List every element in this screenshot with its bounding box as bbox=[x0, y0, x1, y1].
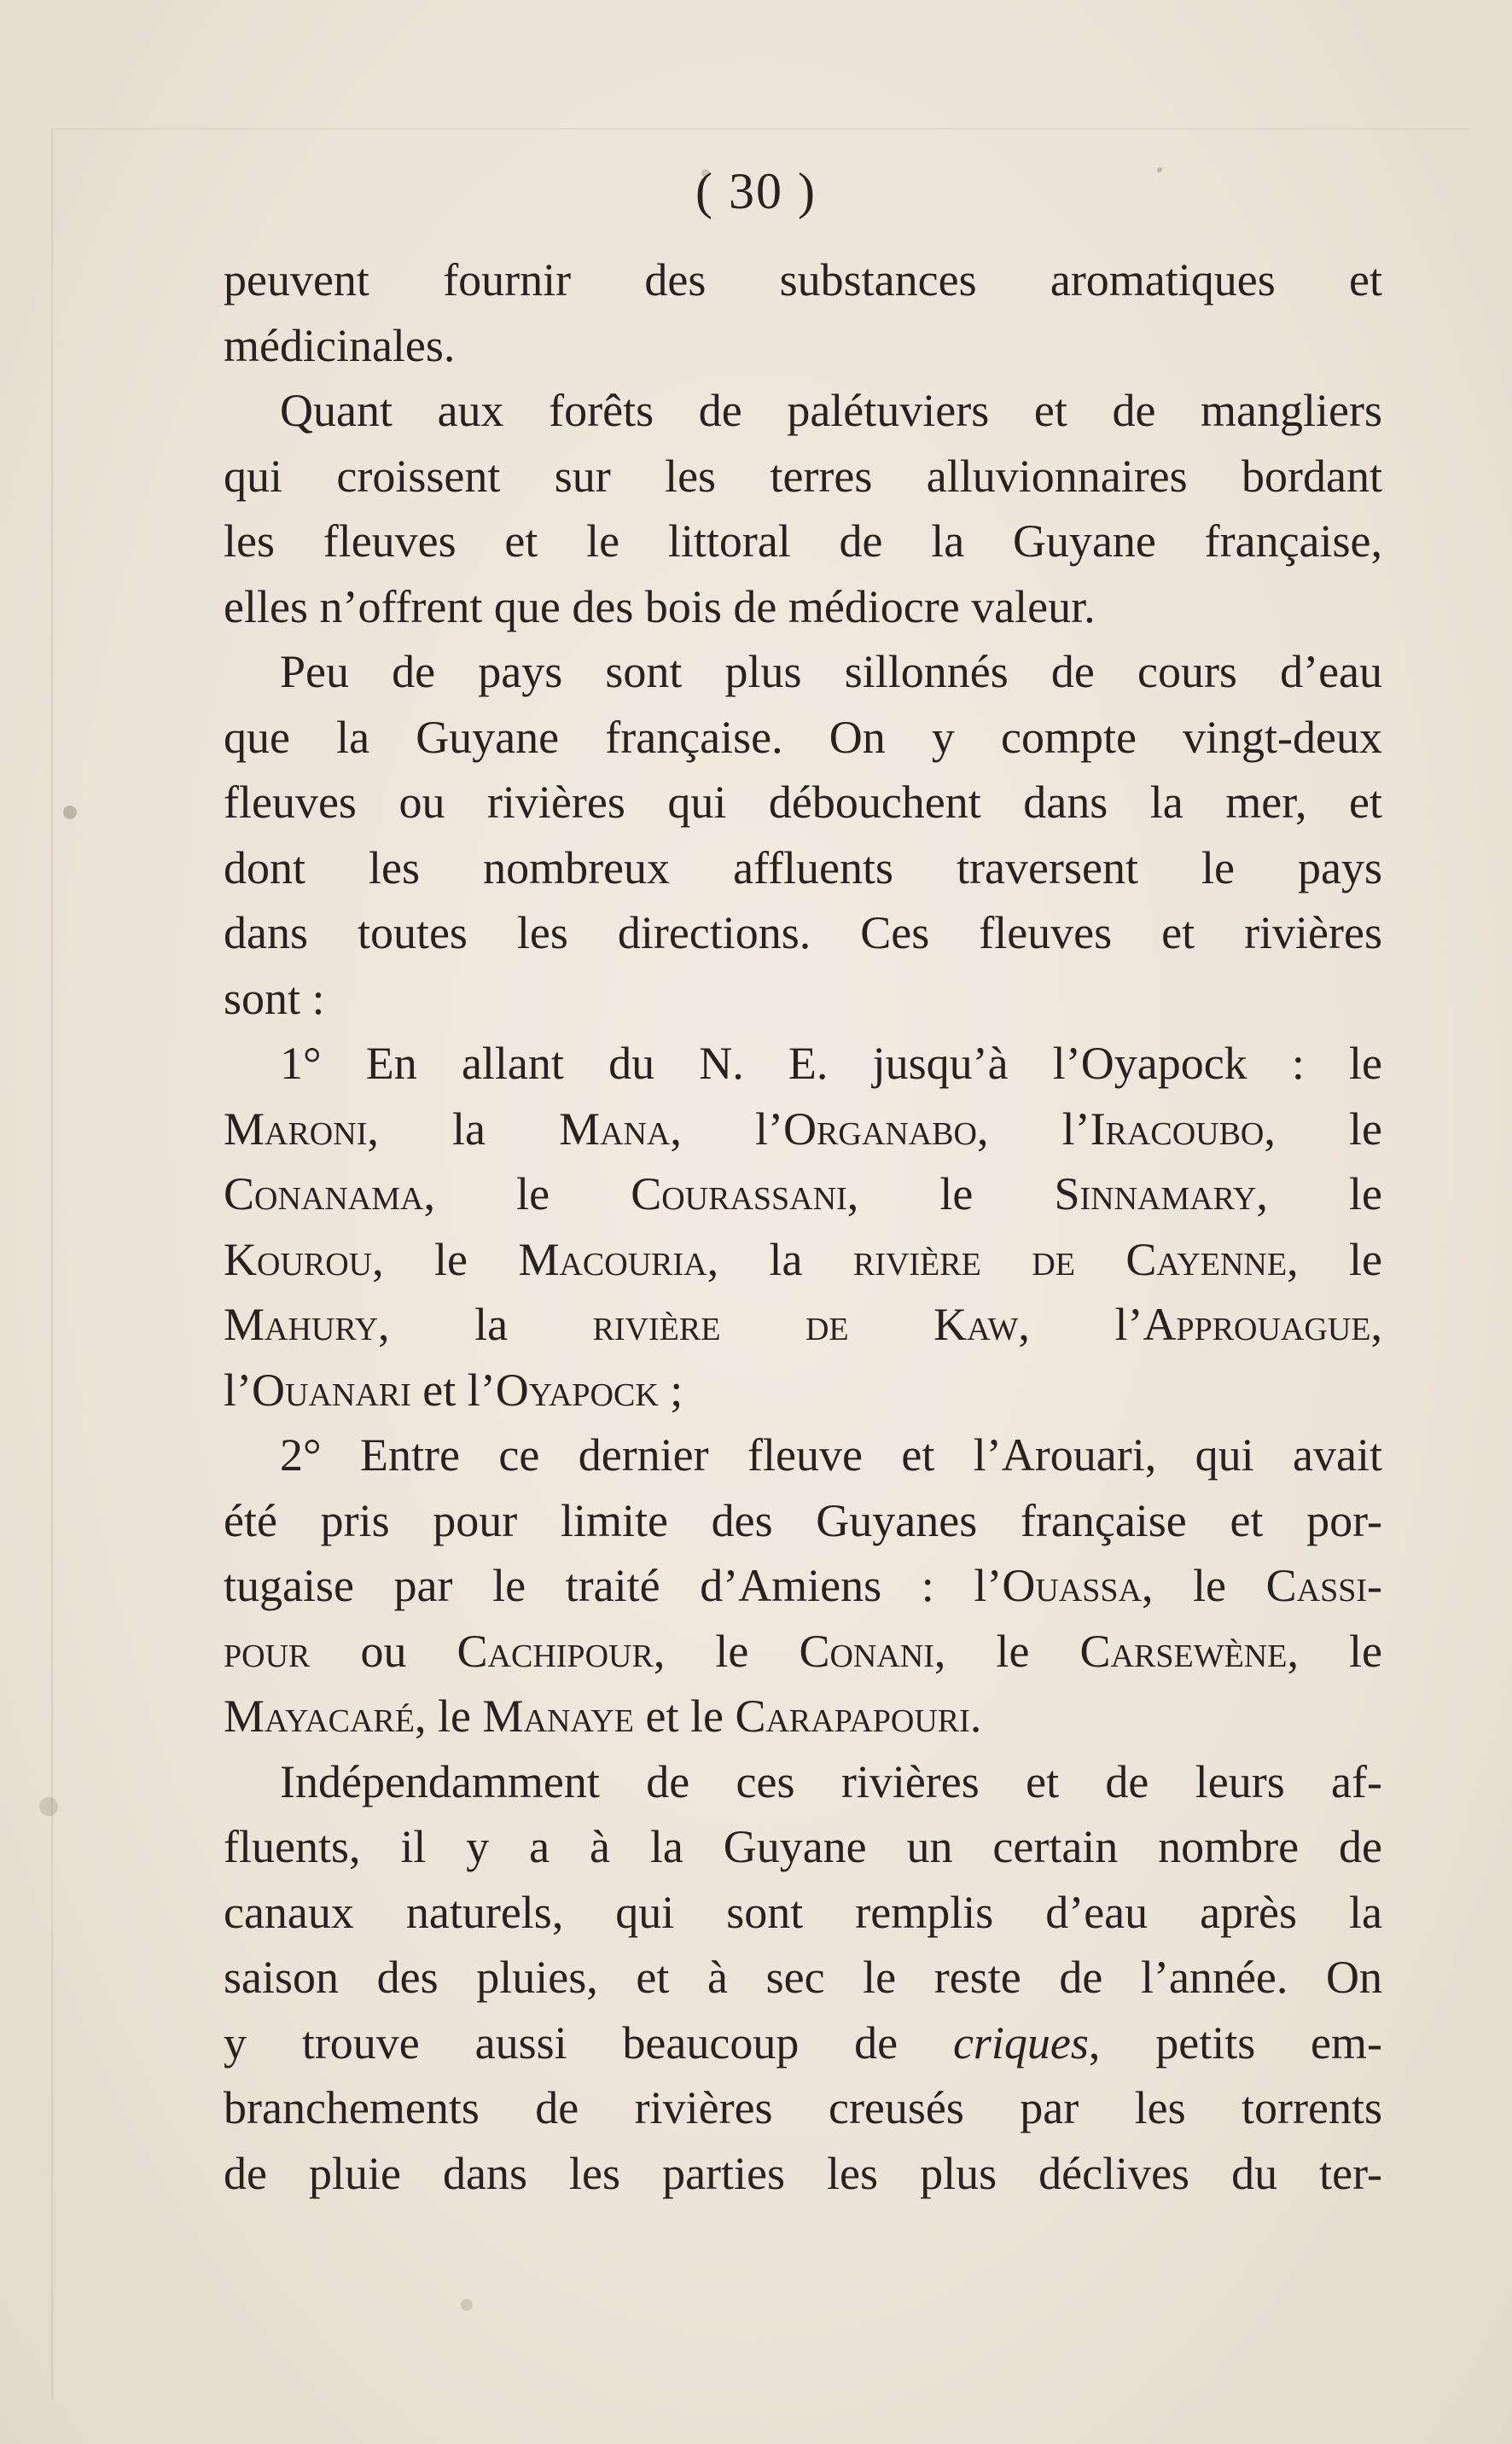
text-line bbox=[224, 509, 1382, 574]
river-name: Mahury bbox=[224, 1299, 379, 1350]
text-run: sont : bbox=[224, 972, 325, 1024]
page-number: ( 30 ) bbox=[695, 163, 817, 219]
text-run: fleuves ou rivières qui débouchent dans la mer, et bbox=[224, 777, 1382, 828]
river-name: pour bbox=[224, 1625, 311, 1677]
text-run: , le bbox=[423, 1168, 631, 1219]
text-line bbox=[224, 900, 1382, 966]
text-run: ; bbox=[658, 1364, 683, 1416]
text-run: y trouve aussi beaucoup de bbox=[224, 2016, 953, 2069]
river-name: Conanama bbox=[224, 1168, 424, 1219]
text-line bbox=[224, 1161, 1382, 1227]
text-run: , bbox=[1370, 1299, 1382, 1350]
emphasis-text: criques bbox=[952, 2016, 1089, 2069]
text-run: , le bbox=[1141, 1560, 1266, 1611]
text-line bbox=[224, 2010, 1382, 2076]
text-line bbox=[224, 2075, 1382, 2141]
text-line bbox=[224, 1292, 1382, 1358]
river-name: Maroni bbox=[224, 1103, 368, 1155]
text-run: dans toutes les directions. Ces fleuves et rivières bbox=[224, 907, 1382, 958]
text-line bbox=[224, 1619, 1382, 1685]
text-line bbox=[224, 1553, 1382, 1619]
text-line bbox=[224, 770, 1382, 835]
text-line bbox=[224, 966, 1382, 1032]
text-run: , le bbox=[653, 1625, 800, 1677]
river-name: Ouassa bbox=[1002, 1560, 1142, 1611]
river-name: Cachipour bbox=[457, 1625, 654, 1677]
text-line bbox=[224, 444, 1382, 509]
river-name: Mana bbox=[559, 1103, 671, 1155]
river-name: Courassani bbox=[631, 1168, 847, 1219]
text-run: été pris pour limite des Guyanes française et por- bbox=[224, 1494, 1382, 1546]
text-run: de pluie dans les parties les plus déclives du ter- bbox=[224, 2147, 1382, 2199]
river-name: Sinnamary bbox=[1054, 1168, 1257, 1219]
text-line bbox=[224, 1880, 1382, 1946]
paper-speck bbox=[63, 806, 77, 819]
text-run: branchements de rivières creusés par les torrents bbox=[224, 2082, 1382, 2133]
river-name: Conani bbox=[799, 1625, 934, 1677]
text-run: , le bbox=[1287, 1233, 1382, 1285]
text-run: l’ bbox=[224, 1364, 252, 1416]
text-line bbox=[224, 313, 1382, 379]
paper-speck bbox=[461, 2299, 473, 2311]
text-line bbox=[224, 1814, 1382, 1880]
text-line bbox=[224, 574, 1382, 640]
paper-speck bbox=[39, 1797, 58, 1816]
text-run: dont les nombreux affluents traversent le pays bbox=[224, 841, 1382, 893]
text-run: Peu de pays sont plus sillonnés de cours d’eau bbox=[280, 646, 1382, 697]
text-run: que la Guyane française. On y compte vingt-deux bbox=[224, 711, 1382, 763]
text-line bbox=[224, 1749, 1382, 1815]
text-line bbox=[224, 835, 1382, 901]
text-run: , le bbox=[415, 1690, 483, 1742]
text-line bbox=[224, 1488, 1382, 1554]
text-line bbox=[224, 639, 1382, 705]
text-line bbox=[224, 1227, 1382, 1293]
text-run: fluents, il y a à la Guyane un certain nombre de bbox=[224, 1821, 1382, 1872]
text-run: et le bbox=[634, 1690, 736, 1742]
text-run: elles n’offrent que des bois de médiocre valeur. bbox=[224, 580, 1096, 632]
river-name: Carapapouri bbox=[735, 1690, 970, 1742]
text-run: 1° En allant du N. E. jusqu’à l’Oyapock : le bbox=[280, 1038, 1382, 1089]
river-name: Approuague bbox=[1143, 1299, 1371, 1350]
river-name: Ouanari bbox=[252, 1364, 411, 1416]
river-name: Carsewène bbox=[1079, 1625, 1288, 1677]
text-line bbox=[224, 247, 1382, 313]
text-run: , la bbox=[367, 1103, 560, 1155]
river-name: rivière de Cayenne bbox=[852, 1233, 1288, 1285]
text-run: , la bbox=[378, 1299, 593, 1350]
text-line bbox=[224, 1423, 1382, 1488]
text-line bbox=[224, 1945, 1382, 2010]
text-run: , le bbox=[846, 1168, 1055, 1219]
text-line bbox=[224, 1031, 1382, 1097]
text-line bbox=[224, 1097, 1382, 1162]
text-run: tugaise par le traité d’Amiens : l’ bbox=[224, 1560, 1003, 1611]
text-run: , le bbox=[1264, 1103, 1382, 1155]
river-name: Iracoubo bbox=[1090, 1103, 1265, 1155]
text-run: , l’ bbox=[1018, 1299, 1143, 1350]
text-run: , le bbox=[1287, 1625, 1382, 1677]
text-line bbox=[224, 1358, 1382, 1423]
text-run: médicinales. bbox=[224, 319, 456, 371]
text-run: et l’ bbox=[410, 1364, 496, 1416]
text-run: , le bbox=[1256, 1168, 1382, 1219]
river-name: rivière de Kaw bbox=[592, 1299, 1019, 1350]
text-run: canaux naturels, qui sont remplis d’eau après la bbox=[224, 1886, 1382, 1938]
river-name: Oyapock bbox=[495, 1364, 659, 1416]
river-name: Organabo bbox=[783, 1103, 977, 1155]
text-line bbox=[224, 378, 1382, 444]
text-run: peuvent fournir des substances aromatiques et bbox=[224, 254, 1382, 306]
river-name: Manaye bbox=[482, 1690, 634, 1742]
text-run: , petits em- bbox=[1088, 2016, 1382, 2069]
text-run: , l’ bbox=[670, 1103, 784, 1155]
text-line bbox=[224, 705, 1382, 771]
text-run: , la bbox=[707, 1233, 853, 1285]
text-run: les fleuves et le littoral de la Guyane française, bbox=[224, 515, 1382, 567]
text-run: qui croissent sur les terres alluvionnaires bordant bbox=[224, 450, 1382, 502]
text-run: saison des pluies, et à sec le reste de l’année. On bbox=[224, 1952, 1382, 2003]
river-name: Kourou bbox=[224, 1233, 373, 1285]
text-run: . bbox=[969, 1690, 982, 1742]
text-run: Quant aux forêts de palétuviers et de mangliers bbox=[280, 385, 1382, 436]
text-run: Indépendamment de ces rivières et de leurs af- bbox=[280, 1755, 1382, 1807]
river-name: Cassi- bbox=[1265, 1560, 1382, 1611]
text-run: , le bbox=[372, 1233, 519, 1285]
text-line bbox=[224, 2141, 1382, 2207]
text-run: 2° Entre ce dernier fleuve et l’Arouari, qui avait bbox=[280, 1429, 1382, 1481]
text-line bbox=[224, 1684, 1382, 1749]
text-run: , le bbox=[933, 1625, 1080, 1677]
text-run: , l’ bbox=[976, 1103, 1090, 1155]
text-run: ou bbox=[310, 1625, 457, 1677]
river-name: Macouria bbox=[518, 1233, 707, 1285]
body-text bbox=[224, 247, 1382, 2206]
river-name: Mayacaré bbox=[224, 1690, 415, 1742]
